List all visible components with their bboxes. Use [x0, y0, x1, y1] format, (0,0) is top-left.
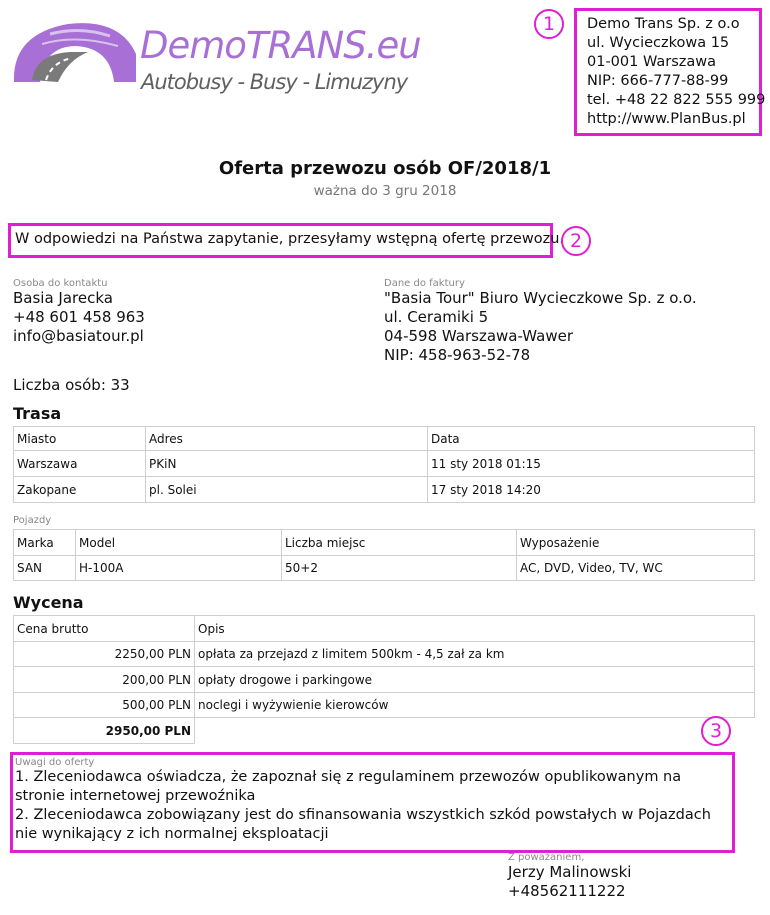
route-col-city: Miasto	[14, 427, 146, 451]
route-col-date: Data	[428, 427, 755, 451]
invoice-nip: NIP: 458-963-52-78	[384, 346, 531, 364]
vehicles-col-model: Model	[76, 530, 282, 556]
company-street: ul. Wycieczkowa 15	[587, 35, 730, 51]
offer-validity: ważna do 3 gru 2018	[313, 183, 457, 199]
table-header-row	[14, 616, 755, 642]
table-row	[14, 477, 755, 503]
pricing-heading: Wycena	[13, 593, 84, 612]
notes-label: Uwagi do oferty	[15, 757, 95, 768]
vehicles-col-equipment: Wyposażenie	[517, 530, 755, 556]
table-row	[14, 642, 755, 667]
pricing-description: noclegi i wyżywienie kierowców	[195, 693, 755, 718]
logo-brand-text: DemoTRANS.eu	[140, 24, 421, 67]
table-row	[14, 667, 755, 693]
intro-box	[8, 223, 564, 258]
notes-box	[10, 752, 735, 853]
route-col-address: Adres	[146, 427, 428, 451]
signature-section	[508, 852, 631, 901]
vehicles-table	[13, 529, 755, 581]
vehicles-label: Pojazdy	[13, 515, 52, 526]
pricing-amount: 500,00 PLN	[14, 693, 195, 718]
invoice-section	[384, 278, 697, 365]
bus-road-logo-icon	[10, 14, 140, 86]
pricing-total-row	[14, 718, 755, 744]
pricing-description: opłaty drogowe i parkingowe	[195, 667, 755, 693]
contact-name: Basia Jarecka	[13, 289, 113, 307]
pricing-table	[13, 615, 755, 744]
vehicles-col-seats: Liczba miejsc	[282, 530, 517, 556]
pricing-description: opłata za przejazd z limitem 500km - 4,5 zał za km	[195, 642, 755, 667]
route-table	[13, 426, 755, 503]
contact-label: Osoba do kontaktu	[13, 278, 108, 289]
note-item: 1. Zleceniodawca oświadcza, że zapoznał się z regulaminem przewozów opublikowanym na stronie internetowej przewoźnika	[15, 769, 682, 804]
intro-text: W odpowiedzi na Państwa zapytanie, przesyłamy wstępną ofertę przewozu.	[15, 231, 564, 247]
signature-name: Jerzy Malinowski	[508, 863, 632, 881]
offer-title: Oferta przewozu osób OF/2018/1	[218, 158, 552, 179]
invoice-company: "Basia Tour" Biuro Wycieczkowe Sp. z o.o.	[384, 289, 697, 307]
pricing-amount: 2250,00 PLN	[14, 642, 195, 667]
annotation-marker-2: 2	[561, 226, 591, 256]
contact-email-link[interactable]: info@basiatour.pl	[13, 327, 144, 345]
pricing-total: 2950,00 PLN	[14, 718, 195, 744]
table-row	[14, 451, 755, 477]
contact-phone: +48 601 458 963	[13, 308, 145, 326]
logo-tagline: Autobusy - Busy - Limuzyny	[141, 70, 408, 94]
vehicle-seats: 50+2	[282, 556, 517, 581]
pricing-col-price: Cena brutto	[14, 616, 195, 642]
company-website-link[interactable]: http://www.PlanBus.pl	[587, 111, 746, 127]
route-address: PKiN	[146, 451, 428, 477]
company-phone: tel. +48 22 822 555 999	[587, 92, 766, 108]
annotation-marker-1: 1	[534, 9, 564, 39]
route-date: 11 sty 2018 01:15	[428, 451, 755, 477]
table-row	[14, 556, 755, 581]
company-city: 01-001 Warszawa	[587, 54, 717, 70]
invoice-street: ul. Ceramiki 5	[384, 308, 489, 326]
pricing-col-description: Opis	[195, 616, 755, 642]
company-nip: NIP: 666-777-88-99	[587, 73, 729, 89]
pricing-amount: 200,00 PLN	[14, 667, 195, 693]
vehicle-model: H-100A	[76, 556, 282, 581]
route-address: pl. Solei	[146, 477, 428, 503]
route-date: 17 sty 2018 14:20	[428, 477, 755, 503]
table-header-row	[14, 530, 755, 556]
vehicles-col-brand: Marka	[14, 530, 76, 556]
vehicle-brand: SAN	[14, 556, 76, 581]
vehicle-equipment: AC, DVD, Video, TV, WC	[517, 556, 755, 581]
table-row	[14, 693, 755, 718]
company-name: Demo Trans Sp. z o.o	[587, 16, 740, 32]
contact-section	[13, 278, 145, 346]
signature-label: Z poważaniem,	[508, 852, 585, 863]
signature-phone: +48562111222	[508, 882, 626, 900]
invoice-label: Dane do faktury	[384, 278, 465, 289]
note-item: 2. Zleceniodawca zobowiązany jest do sfinansowania wszystkich szkód powstałych w Pojazdach nie wynikający z ich normalnej eksploatacji	[15, 807, 711, 842]
company-info-box	[574, 8, 766, 136]
route-city: Warszawa	[14, 451, 146, 477]
route-city: Zakopane	[14, 477, 146, 503]
annotation-marker-3: 3	[701, 716, 731, 746]
invoice-city: 04-598 Warszawa-Wawer	[384, 327, 574, 345]
table-header-row	[14, 427, 755, 451]
people-count: Liczba osób: 33	[13, 376, 130, 394]
route-heading: Trasa	[13, 404, 62, 423]
